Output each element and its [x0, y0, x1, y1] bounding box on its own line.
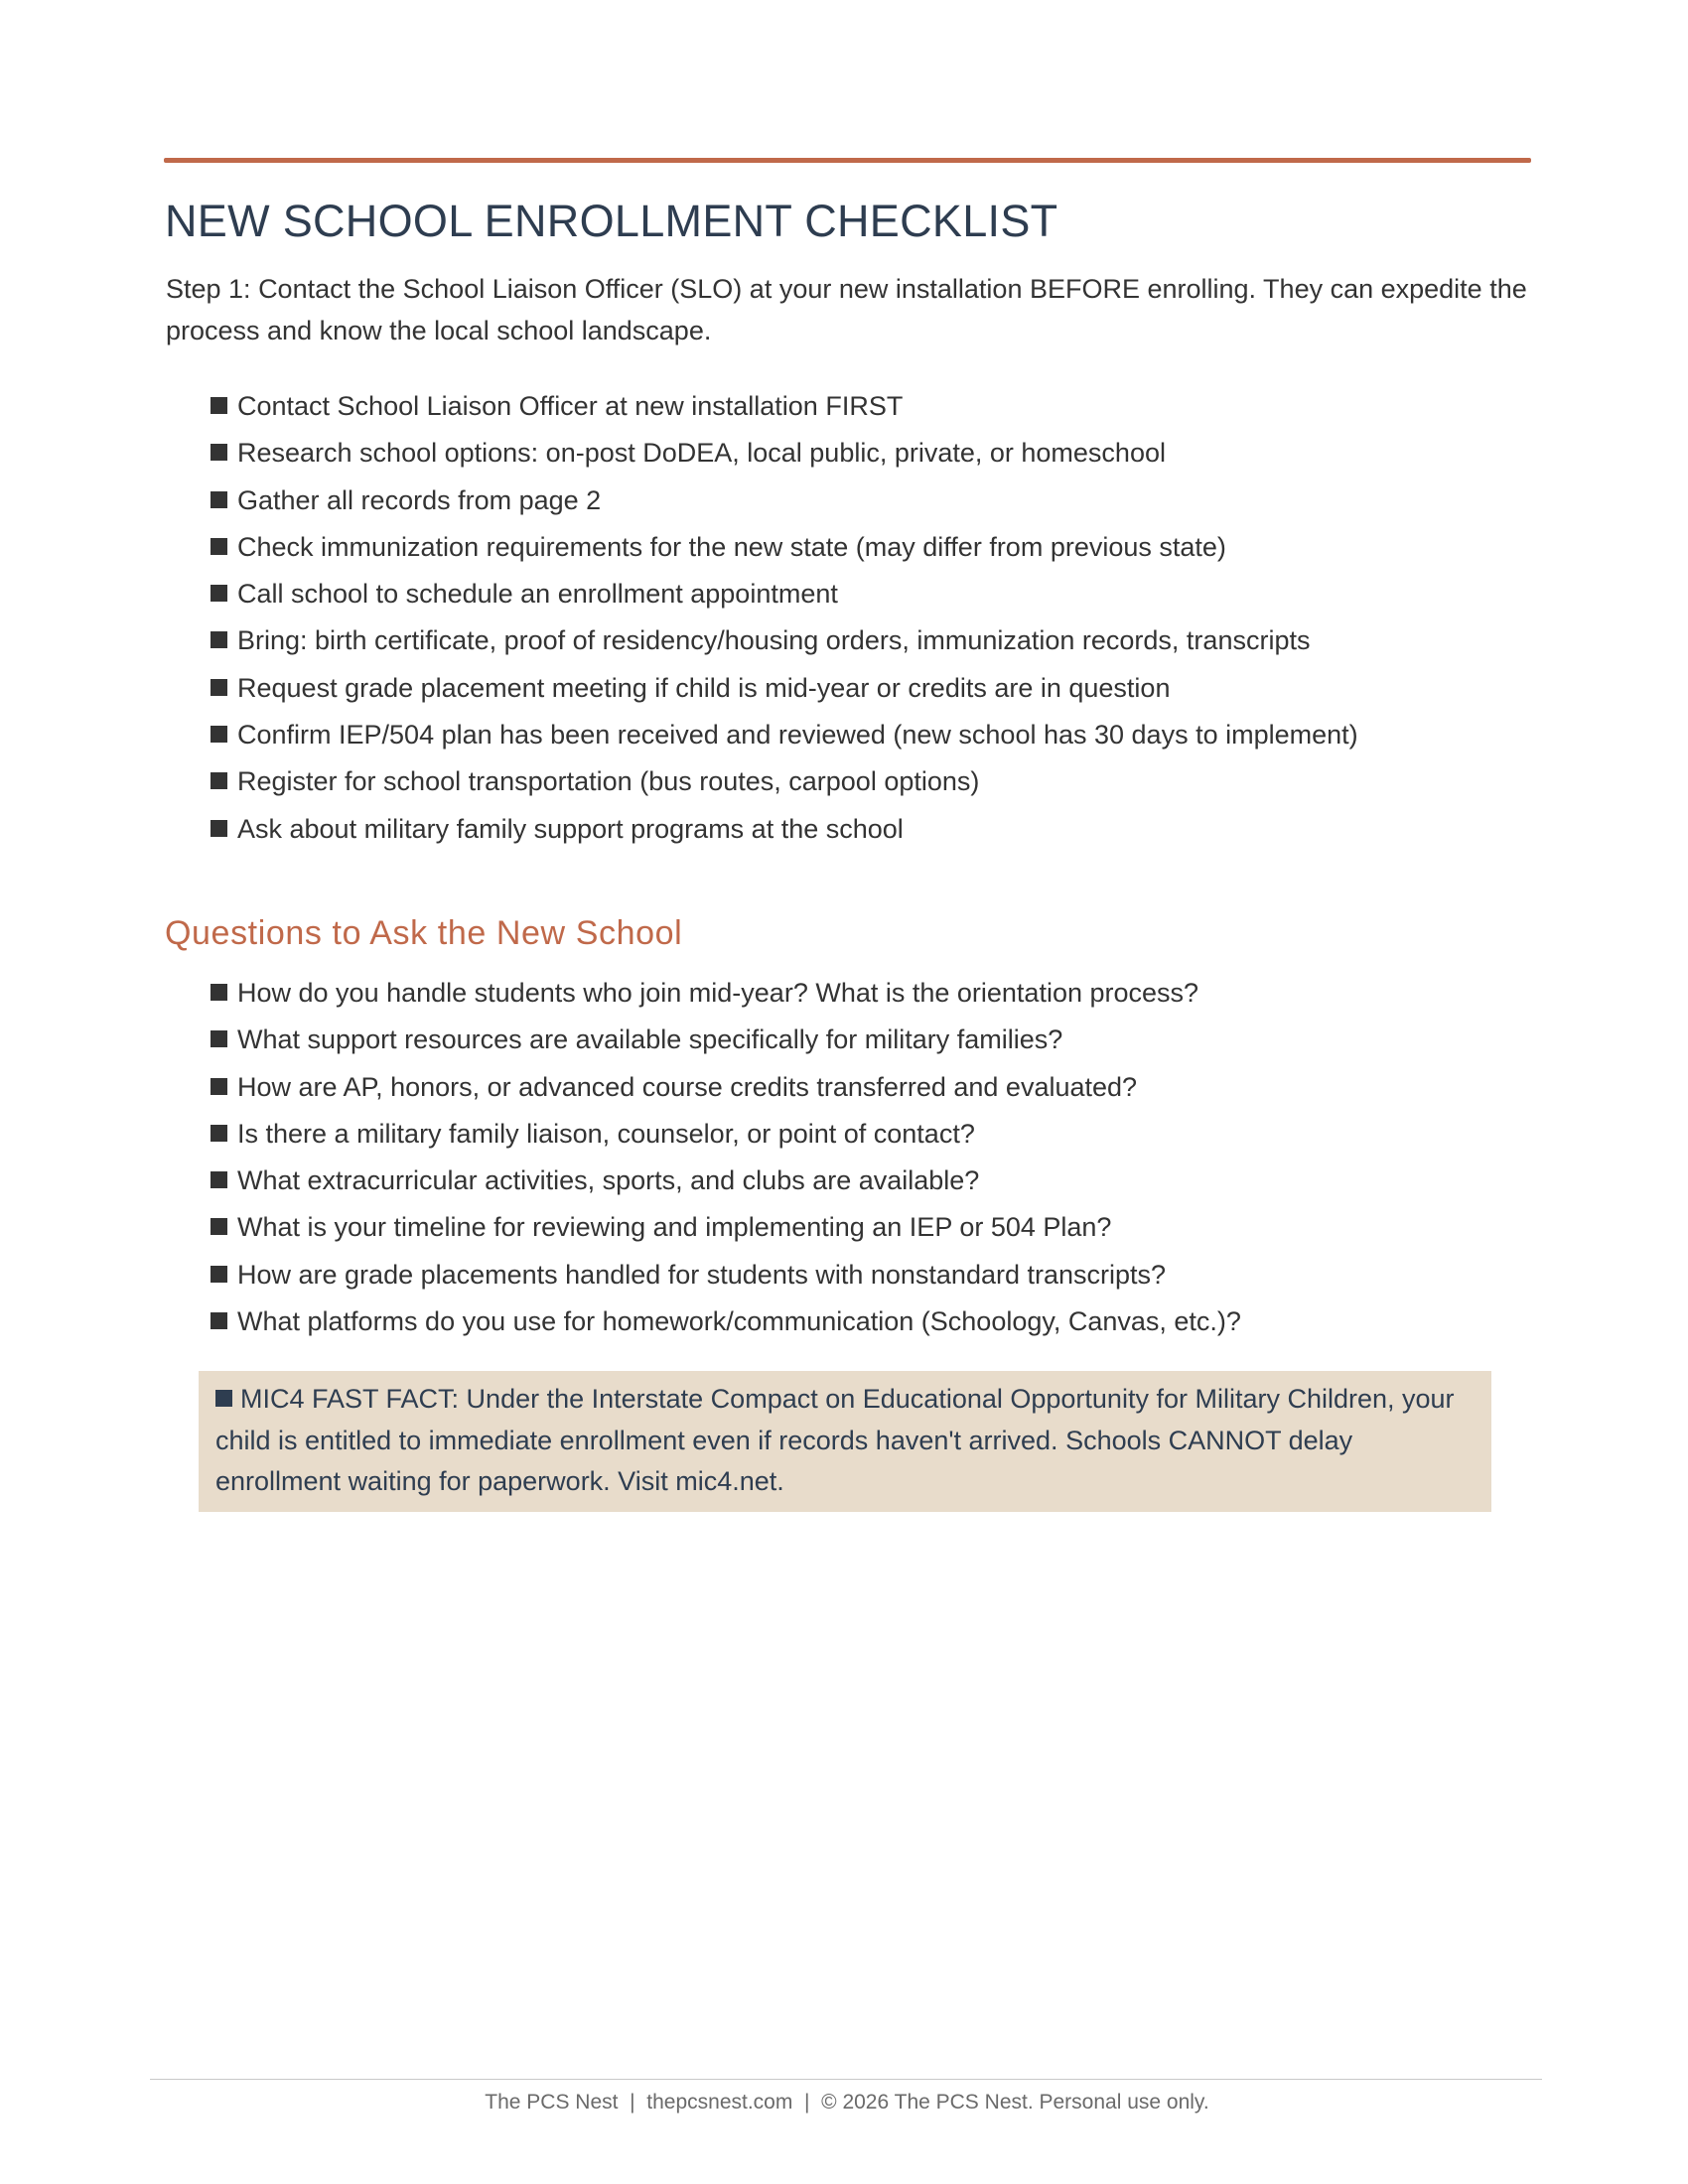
page-title: NEW SCHOOL ENROLLMENT CHECKLIST [165, 196, 1058, 246]
question-item-label: What is your timeline for reviewing and implementing an IEP or 504 Plan? [237, 1212, 1112, 1243]
checkbox-icon[interactable] [211, 772, 227, 789]
questions-checklist [211, 973, 1241, 1348]
checklist-item-label: Contact School Liaison Officer at new installation FIRST [237, 391, 904, 421]
question-item[interactable] [211, 1207, 1241, 1254]
question-item[interactable] [211, 1255, 1241, 1301]
checklist-item[interactable] [211, 574, 1358, 620]
checkbox-icon[interactable] [211, 984, 227, 1001]
checklist-item[interactable] [211, 809, 1358, 856]
checkbox-icon[interactable] [211, 1125, 227, 1142]
checkbox-icon[interactable] [211, 1078, 227, 1095]
question-item-label: Is there a military family liaison, counselor, or point of contact? [237, 1118, 975, 1149]
question-item-label: How are AP, honors, or advanced course credits transferred and evaluated? [237, 1071, 1138, 1102]
checklist-item-label: Confirm IEP/504 plan has been received and reviewed (new school has 30 days to implement) [237, 720, 1358, 751]
checkbox-icon[interactable] [211, 726, 227, 743]
question-item[interactable] [211, 1067, 1241, 1114]
checkbox-icon[interactable] [211, 1312, 227, 1329]
checklist-item-label: Request grade placement meeting if child is mid-year or credits are in question [237, 672, 1171, 703]
question-item-label: How do you handle students who join mid-year? What is the orientation process? [237, 978, 1199, 1008]
checklist-item[interactable] [211, 668, 1358, 715]
square-bullet-icon [215, 1390, 232, 1407]
footer-divider [150, 2079, 1542, 2080]
question-item-label: How are grade placements handled for students with nonstandard transcripts? [237, 1259, 1167, 1290]
question-item-label: What platforms do you use for homework/communication (Schoology, Canvas, etc.)? [237, 1306, 1241, 1337]
questions-heading: Questions to Ask the New School [165, 914, 683, 952]
checklist-item-label: Research school options: on-post DoDEA, local public, private, or homeschool [237, 438, 1166, 469]
checklist-item[interactable] [211, 527, 1358, 574]
checkbox-icon[interactable] [211, 1266, 227, 1283]
checklist-item[interactable] [211, 386, 1358, 433]
checkbox-icon[interactable] [211, 585, 227, 602]
checklist-item-label: Gather all records from page 2 [237, 484, 602, 515]
fast-fact-text: MIC4 FAST FACT: Under the Interstate Compact on Educational Opportunity for Military Children, your child is entitled to immediate enrollment even if records haven't arrived. Schools CANNOT delay enrollment waiting for paperwork. Visit mic4.net. [215, 1384, 1455, 1496]
question-item[interactable] [211, 1114, 1241, 1160]
checklist-item-label: Ask about military family support programs at the school [237, 813, 904, 844]
checkbox-icon[interactable] [211, 1030, 227, 1047]
page-footer: The PCS Nest | thepcsnest.com | © 2026 The PCS Nest. Personal use only. [485, 2091, 1209, 2114]
fast-fact-paragraph [215, 1379, 1476, 1503]
checkbox-icon[interactable] [211, 631, 227, 648]
checklist-item-label: Bring: birth certificate, proof of residency/housing orders, immunization records, transcripts [237, 625, 1311, 656]
question-item[interactable] [211, 1301, 1241, 1348]
checkbox-icon[interactable] [211, 679, 227, 696]
checkbox-icon[interactable] [211, 1218, 227, 1235]
checklist-item-label: Register for school transportation (bus routes, carpool options) [237, 766, 980, 797]
checkbox-icon[interactable] [211, 397, 227, 414]
question-item-label: What extracurricular activities, sports, and clubs are available? [237, 1165, 980, 1196]
question-item[interactable] [211, 1020, 1241, 1066]
checkbox-icon[interactable] [211, 1171, 227, 1188]
top-accent-rule [164, 158, 1531, 163]
checklist-item[interactable] [211, 480, 1358, 527]
question-item[interactable] [211, 973, 1241, 1020]
intro-paragraph: Step 1: Contact the School Liaison Officer (SLO) at your new installation BEFORE enrolling. They can expedite the process and know the local school landscape. [166, 274, 1527, 345]
enrollment-checklist [211, 386, 1358, 856]
fast-fact-callout [199, 1371, 1491, 1512]
question-item-label: What support resources are available specifically for military families? [237, 1024, 1063, 1055]
question-item[interactable] [211, 1160, 1241, 1207]
checkbox-icon[interactable] [211, 444, 227, 461]
checkbox-icon[interactable] [211, 491, 227, 508]
checklist-item-label: Call school to schedule an enrollment appointment [237, 579, 838, 610]
checklist-item[interactable] [211, 715, 1358, 761]
checkbox-icon[interactable] [211, 820, 227, 837]
checklist-item[interactable] [211, 761, 1358, 808]
checklist-item[interactable] [211, 620, 1358, 667]
checklist-item-label: Check immunization requirements for the new state (may differ from previous state) [237, 531, 1226, 562]
checklist-item[interactable] [211, 433, 1358, 479]
checkbox-icon[interactable] [211, 538, 227, 555]
